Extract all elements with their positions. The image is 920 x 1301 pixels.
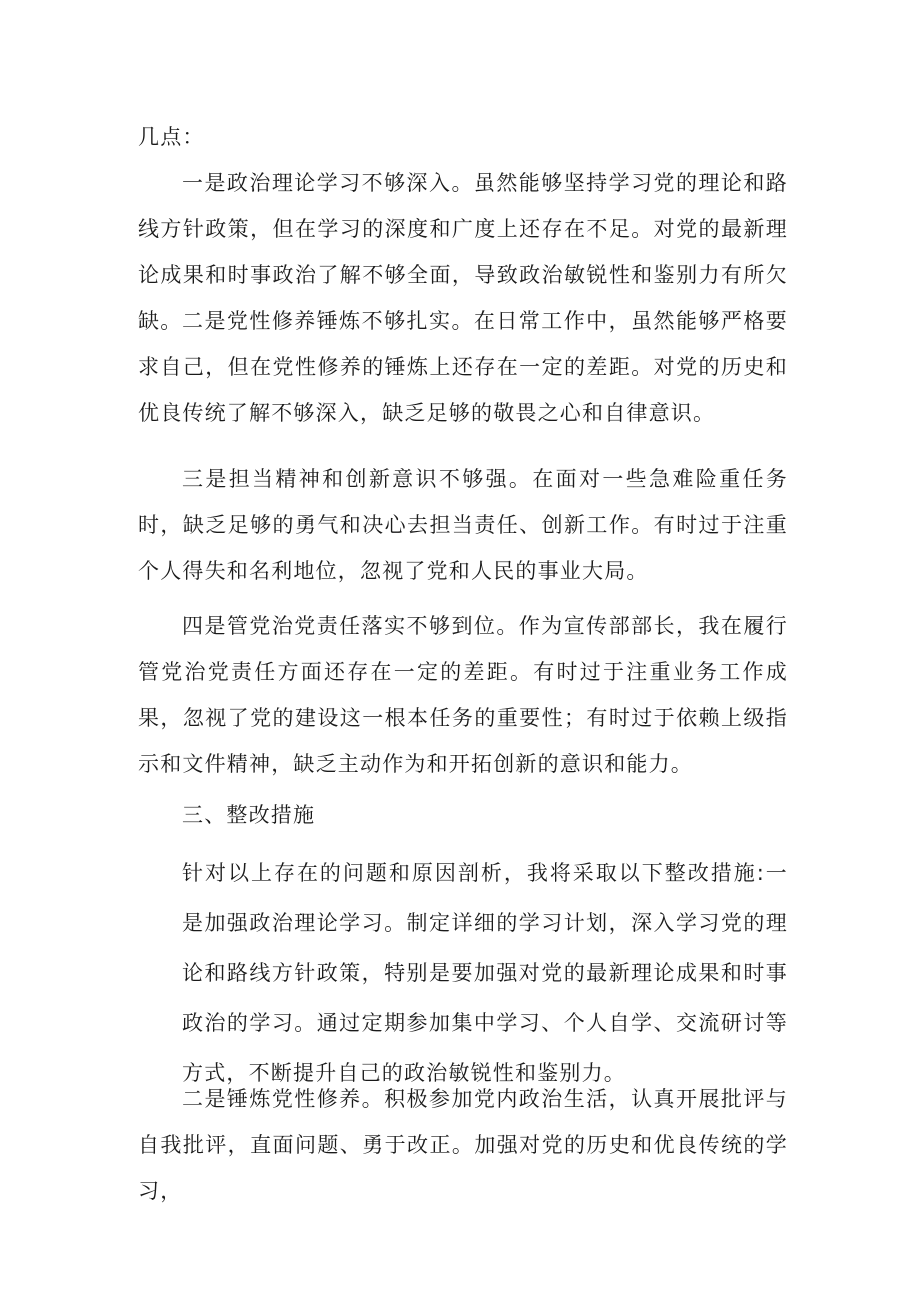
section-heading-rectification: 三、整改措施 [182, 803, 316, 827]
paragraph-measures-intro: 针对以上存在的问题和原因剖析，我将采取以下整改措施:一是加强政治理论学习。制定详细的学习计划，深入学习党的理论和路线方针政策，特别是要加强对党的最新理论成果和时事政治的学习。通过定期参加集中学习、个人自学、交流研讨等方式，不断提升自己的政治敏锐性和鉴别力。 [182, 861, 788, 1085]
paragraph-issue-1: 一是政治理论学习不够深入。虽然能够坚持学习党的理论和路线方针政策，但在学习的深度和广度上还存在不足。对党的最新理论成果和时事政治了解不够全面，导致政治敏锐性和鉴别力有所欠缺。 [138, 171, 788, 333]
paragraph-fragment: 几点： [138, 125, 205, 149]
paragraph-issue-4: 四是管党治党责任落实不够到位。作为宣传部部长，我在履行管党治党责任方面还存在一定的差距。有时过于注重业务工作成果，忽视了党的建设这一根本任务的重要性；有时过于依赖上级指示和文件精神，缺乏主动作为和开拓创新的意识和能力。 [138, 614, 788, 776]
paragraph-issue-3: 三是担当精神和创新意识不够强。在面对一些急难险重任务时，缺乏足够的勇气和决心去担当责任、创新工作。有时过于注重个人得失和名利地位，忽视了党和人民的事业大局。 [138, 467, 788, 583]
paragraph-issue-2: 二是党性修养锤炼不够扎实。在日常工作中，虽然能够严格要求自己，但在党性修养的锤炼上还存在一定的差距。对党的历史和优良传统了解不够深入，缺乏足够的敬畏之心和自律意识。 [138, 309, 788, 425]
paragraph-measure-2: 二是锤炼党性修养。积极参加党内政治生活，认真开展批评与自我批评，直面问题、勇于改正。加强对党的历史和优良传统的学习， [138, 1087, 788, 1203]
